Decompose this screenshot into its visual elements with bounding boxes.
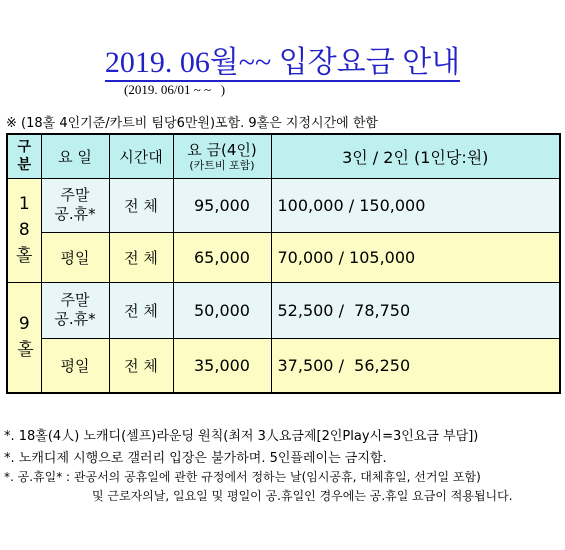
day-cell [41, 282, 109, 338]
holes-18 [7, 178, 41, 282]
page-title [0, 46, 565, 80]
footer-note-2: *. 노캐디제 시행으로 갤러리 입장은 불가하며. 5인플레이는 금지함. [4, 451, 387, 466]
per-person-cell [271, 338, 560, 393]
holes-18-label: 18홀 [16, 194, 33, 266]
header-time: 시간대 [109, 134, 173, 178]
fee-cell: 65,000 [173, 232, 271, 282]
day-label: 주말 공.휴* [54, 186, 96, 223]
fee-cell: 50,000 [173, 282, 271, 338]
time-cell: 전 체 [109, 232, 173, 282]
per-person-cell [271, 232, 560, 282]
per-person-value: 52,500 / 78,750 [277, 300, 411, 320]
header-fee-main: 요 금(4인) [187, 140, 257, 159]
page-title-text: 2019. 06월~~ 입장요금 안내 [105, 46, 460, 82]
footer-note-1: *. 18홀(4人) 노캐디(셀프)라운딩 원칙(최저 3人요금제[2인Play시=3인요금 부담]) [4, 429, 479, 444]
header-fee [173, 134, 271, 178]
day-label: 주말 공.휴* [54, 291, 96, 328]
time-cell: 전 체 [109, 178, 173, 232]
time-cell: 전 체 [109, 282, 173, 338]
header-section-label: 구분 [17, 139, 32, 174]
header-per-person: 3인 / 2인 (1인당:원) [271, 134, 560, 178]
footer-note-4: 및 근로자의날, 일요일 및 평일이 공.휴일인 경우에는 공.휴일 요금이 적용됩니다. [92, 489, 513, 503]
day-cell: 평일 [41, 232, 109, 282]
fee-table [6, 133, 561, 394]
time-cell: 전 체 [109, 338, 173, 393]
holes-9 [7, 282, 41, 393]
per-person-cell [271, 178, 560, 232]
day-cell: 평일 [41, 338, 109, 393]
fee-cell: 95,000 [173, 178, 271, 232]
per-person-value: 70,000 / 105,000 [277, 247, 416, 267]
footer-note-3: *. 공.휴일* : 관공서의 공휴일에 관한 규정에서 정하는 날(임시공휴, 대체휴일, 선거일 포함) [4, 470, 481, 484]
per-person-value: 100,000 / 150,000 [277, 195, 426, 215]
header-fee-sub: (카트비 포함) [189, 158, 255, 172]
fee-cell: 35,000 [173, 338, 271, 393]
holes-9-label: 9홀 [17, 314, 34, 361]
header-section [7, 134, 41, 178]
header-day: 요 일 [41, 134, 109, 178]
pricing-note: ※ (18홀 4인기준/카트비 팀당6만원)포함. 9홀은 지정시간에 한함 [6, 116, 378, 131]
per-person-value: 37,500 / 56,250 [277, 355, 411, 375]
day-cell [41, 178, 109, 232]
date-range: (2019. 06/01 ~ ~ ) [124, 82, 226, 97]
per-person-cell [271, 282, 560, 338]
